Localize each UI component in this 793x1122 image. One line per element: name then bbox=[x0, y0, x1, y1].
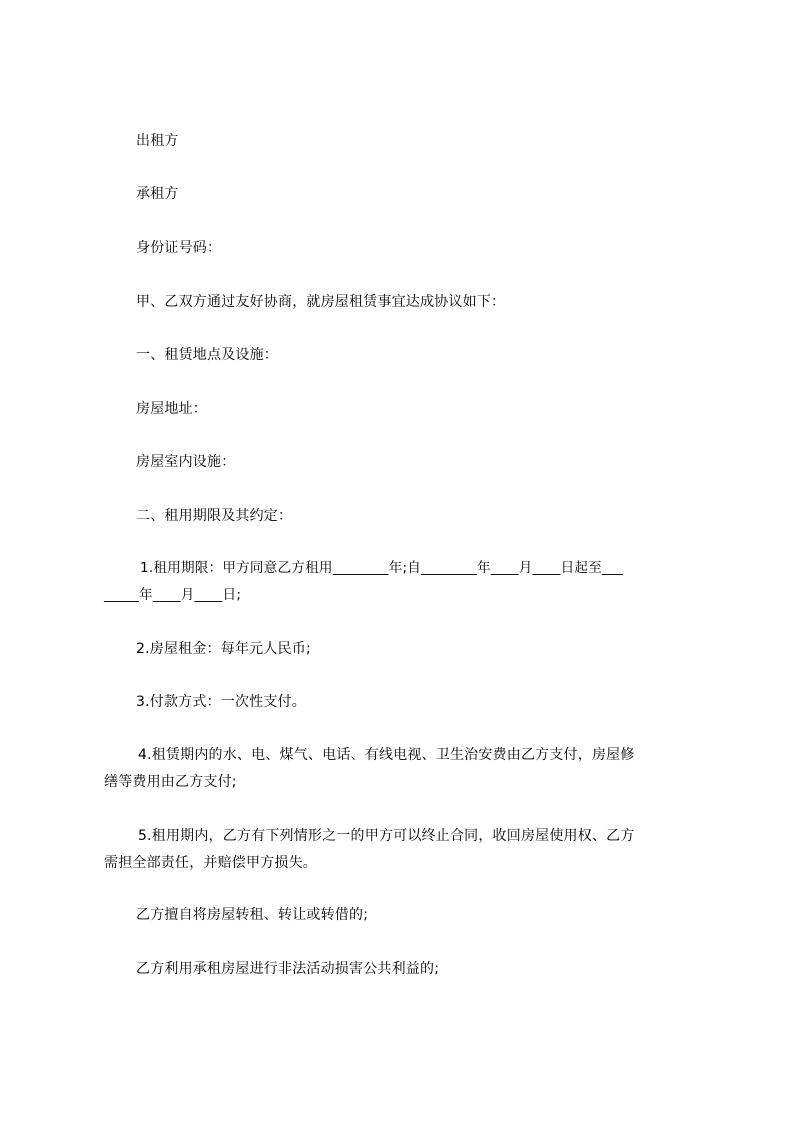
indoor-facilities-label: 房屋室内设施： bbox=[136, 454, 236, 470]
term-clause-line-2: _____年____月____日; bbox=[104, 587, 242, 603]
rent-clause: 2.房屋租金：每年元人民币; bbox=[136, 641, 311, 657]
termination-clause-line-1: 5.租用期内，乙方有下列情形之一的甲方可以终止合同，收回房屋使用权、乙方 bbox=[138, 828, 635, 844]
termination-case-1: 乙方擅自将房屋转租、转让或转借的; bbox=[136, 907, 369, 923]
section-1-title: 一、租赁地点及设施： bbox=[136, 347, 278, 363]
utilities-clause-line-2: 缮等费用由乙方支付; bbox=[104, 774, 237, 790]
termination-clause-line-2: 需担全部责任，并赔偿甲方损失。 bbox=[104, 855, 317, 871]
term-clause-line-1: 1.租用期限：甲方同意乙方租用________年;自________年____月____日起至___ bbox=[140, 560, 623, 576]
utilities-clause-line-1: 4.租赁期内的水、电、煤气、电话、有线电视、卫生治安费由乙方支付，房屋修 bbox=[138, 747, 635, 763]
intro-paragraph: 甲、乙双方通过友好协商，就房屋租赁事宜达成协议如下： bbox=[136, 294, 506, 310]
house-address-label: 房屋地址： bbox=[136, 401, 207, 417]
termination-case-2: 乙方利用承租房屋进行非法活动损害公共利益的; bbox=[136, 961, 440, 977]
payment-clause: 3.付款方式：一次性支付。 bbox=[136, 694, 306, 710]
lessee-label: 承租方 bbox=[136, 186, 179, 202]
id-number-label: 身份证号码： bbox=[136, 240, 222, 256]
section-2-title: 二、租用期限及其约定： bbox=[136, 508, 293, 524]
lessor-label: 出租方 bbox=[136, 133, 179, 149]
